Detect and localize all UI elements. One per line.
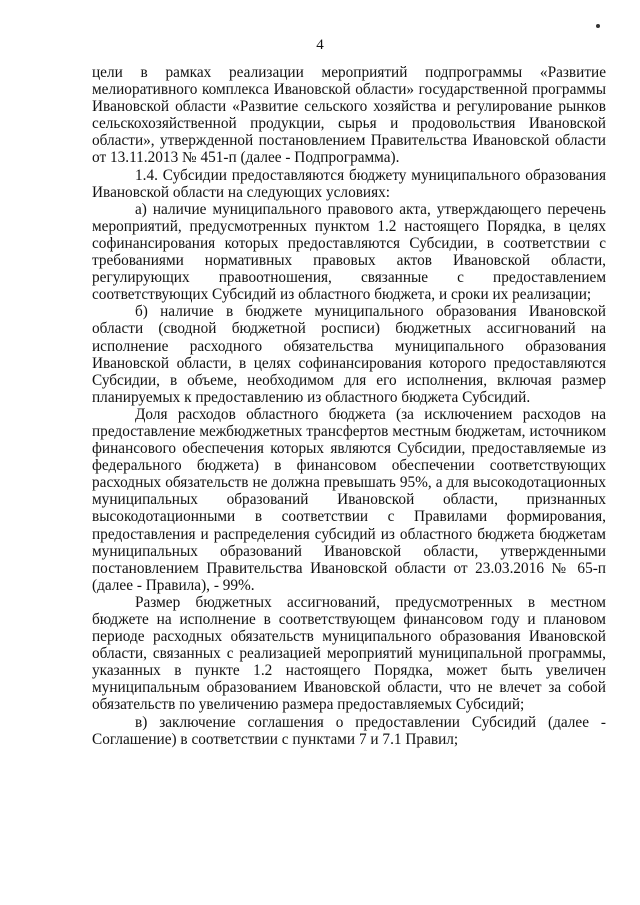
paragraph-allocation-size: Размер бюджетных ассигнований, предусмотренных в местном бюджете на исполнение в соответствующем финансовом году и плановом периоде расходных обязательств муниципального образования Ивановской области, связанных с реализацией мероприятий муниципальной программы, указанных в пункте 1.2 настоящего Порядка, может быть увеличен муниципальным образованием Ивановской области, что не влечет за собой обязательств по увеличению размера предоставляемых Субсидий; bbox=[92, 593, 606, 714]
paragraph-continuation: цели в рамках реализации мероприятий подпрограммы «Развитие мелиоративного комплекса Ивановской области» государственной программы Ивановской области «Развитие сельского хозяйства и регулирование рынков сельскохозяйственной продукции, сырья и продовольствия Ивановской области», утвержденной постановлением Правительства Ивановской области от 13.11.2013 № 451-п (далее - Подпрограмма). bbox=[92, 64, 606, 167]
scan-mark bbox=[596, 24, 600, 28]
paragraph-budget-share: Доля расходов областного бюджета (за исключением расходов на предоставление межбюджетных трансфертов местным бюджетам, источником финансового обеспечения которых являются Субсидии, предоставляемые из федерального бюджета) в финансовом обеспечении соответствующих расходных обязательств не должна превышать 95%, а для высокодотационных муниципальных образований Ивановской области, признанных высокодотационными в соответствии с Правилами формирования, предоставления и распределения субсидий из областного бюджета бюджетам муниципальных образований Ивановской области, утвержденными постановлением Правительства Ивановской области от 23.03.2016 № 65-п (далее - Правила), - 99%. bbox=[92, 405, 606, 594]
page-number: 4 bbox=[316, 37, 324, 53]
document-body bbox=[92, 64, 606, 748]
paragraph-condition-v: в) заключение соглашения о предоставлении Субсидий (далее - Соглашение) в соответствии с пунктами 7 и 7.1 Правил; bbox=[92, 713, 606, 748]
paragraph-condition-a: а) наличие муниципального правового акта, утверждающего перечень мероприятий, предусмотренных пунктом 1.2 настоящего Порядка, в целях софинансирования которых предоставляются Субсидии, в соответствии с требованиями нормативных правовых актов Ивановской области, регулирующих правоотношения, связанные с предоставлением соответствующих Субсидий из областного бюджета, и сроки их реализации; bbox=[92, 200, 606, 304]
paragraph-clause-1-4: 1.4. Субсидии предоставляются бюджету муниципального образования Ивановской области на следующих условиях: bbox=[92, 166, 606, 201]
paragraph-condition-b: б) наличие в бюджете муниципального образования Ивановской области (сводной бюджетной росписи) бюджетных ассигнований на исполнение расходного обязательства муниципального образования Ивановской области, в целях софинансирования которого предоставляются Субсидии, в объеме, необходимом для его исполнения, включая размер планируемых к предоставлению из областного бюджета Субсидий. bbox=[92, 303, 606, 406]
